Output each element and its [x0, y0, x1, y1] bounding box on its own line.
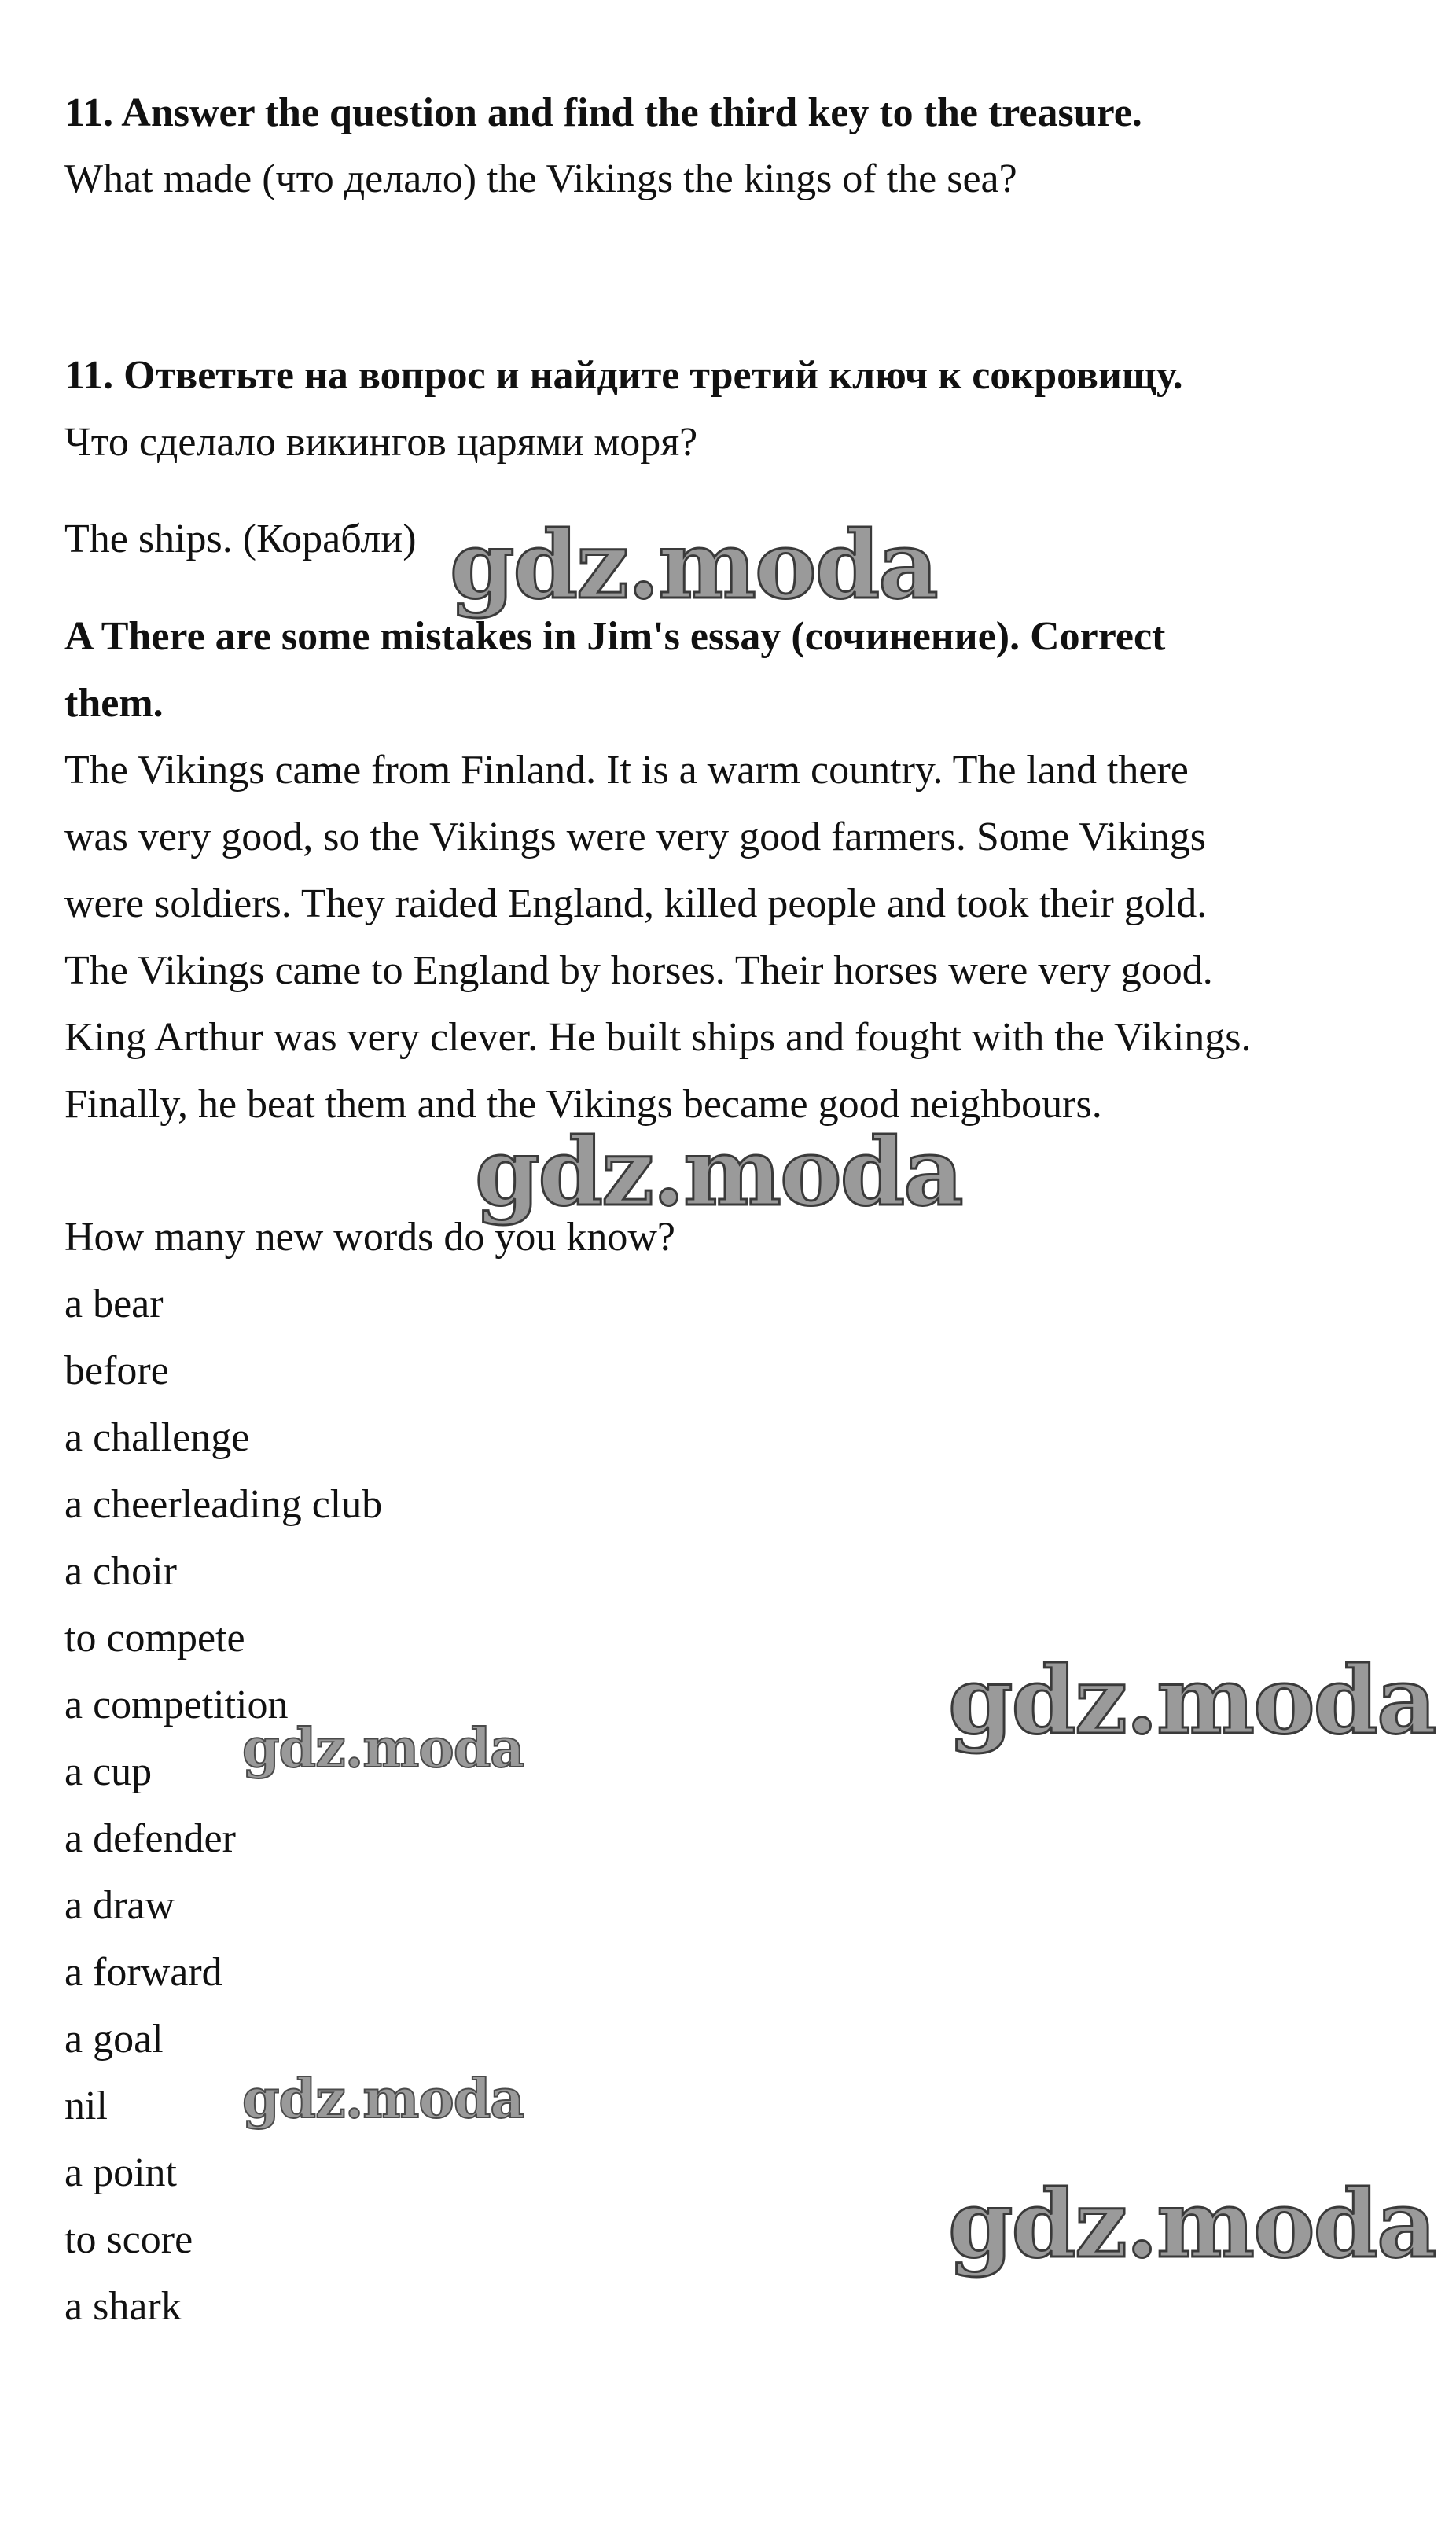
essay-line: was very good, so the Vikings were very good farmers. Some Vikings	[64, 815, 1206, 859]
task-question-ru: Что сделало викингов царями моря?	[64, 420, 698, 465]
watermark: gdz.moda	[242, 1717, 524, 1780]
vocab-word: a draw	[64, 1883, 175, 1928]
vocab-word: a bear	[64, 1282, 164, 1326]
vocab-word: before	[64, 1348, 169, 1393]
vocab-word: a cup	[64, 1749, 153, 1794]
vocab-word: a competition	[64, 1683, 289, 1727]
watermark: gdz.moda	[475, 1117, 962, 1227]
vocab-word: to score	[64, 2217, 193, 2262]
vocab-word: a choir	[64, 1549, 177, 1594]
vocab-word: a defender	[64, 1816, 236, 1861]
task-question-en: What made (что делало) the Vikings the kings of the sea?	[64, 156, 1017, 201]
vocab-word: a shark	[64, 2284, 182, 2329]
task-a-heading: A There are some mistakes in Jim's essay (сочинение). Correct	[64, 614, 1166, 659]
task-a-heading-cont: them.	[64, 681, 164, 726]
task-answer: The ships. (Корабли)	[64, 517, 417, 561]
essay-line: King Arthur was very clever. He built ships and fought with the Vikings.	[64, 1015, 1252, 1060]
watermark: gdz.moda	[948, 1646, 1436, 1755]
essay-line: The Vikings came from Finland. It is a warm country. The land there	[64, 748, 1189, 793]
watermark: gdz.moda	[948, 2169, 1436, 2279]
watermark: gdz.moda	[242, 2068, 524, 2131]
vocab-word: a point	[64, 2150, 177, 2195]
vocab-word: to compete	[64, 1616, 245, 1661]
task-heading-en: 11. Answer the question and find the third key to the treasure.	[64, 90, 1142, 135]
task-heading-ru: 11. Ответьте на вопрос и найдите третий ключ к сокровищу.	[64, 353, 1183, 398]
vocab-word: a cheerleading club	[64, 1482, 383, 1527]
essay-line: were soldiers. They raided England, killed people and took their gold.	[64, 881, 1208, 926]
vocab-question: How many new words do you know?	[64, 1215, 676, 1260]
essay-line: Finally, he beat them and the Vikings became good neighbours.	[64, 1082, 1102, 1127]
vocab-word: a goal	[64, 2017, 164, 2062]
vocab-word: a challenge	[64, 1415, 250, 1460]
watermark: gdz.moda	[450, 510, 937, 620]
essay-line: The Vikings came to England by horses. Their horses were very good.	[64, 948, 1213, 993]
vocab-word: a forward	[64, 1950, 222, 1995]
vocab-word: nil	[64, 2084, 108, 2128]
